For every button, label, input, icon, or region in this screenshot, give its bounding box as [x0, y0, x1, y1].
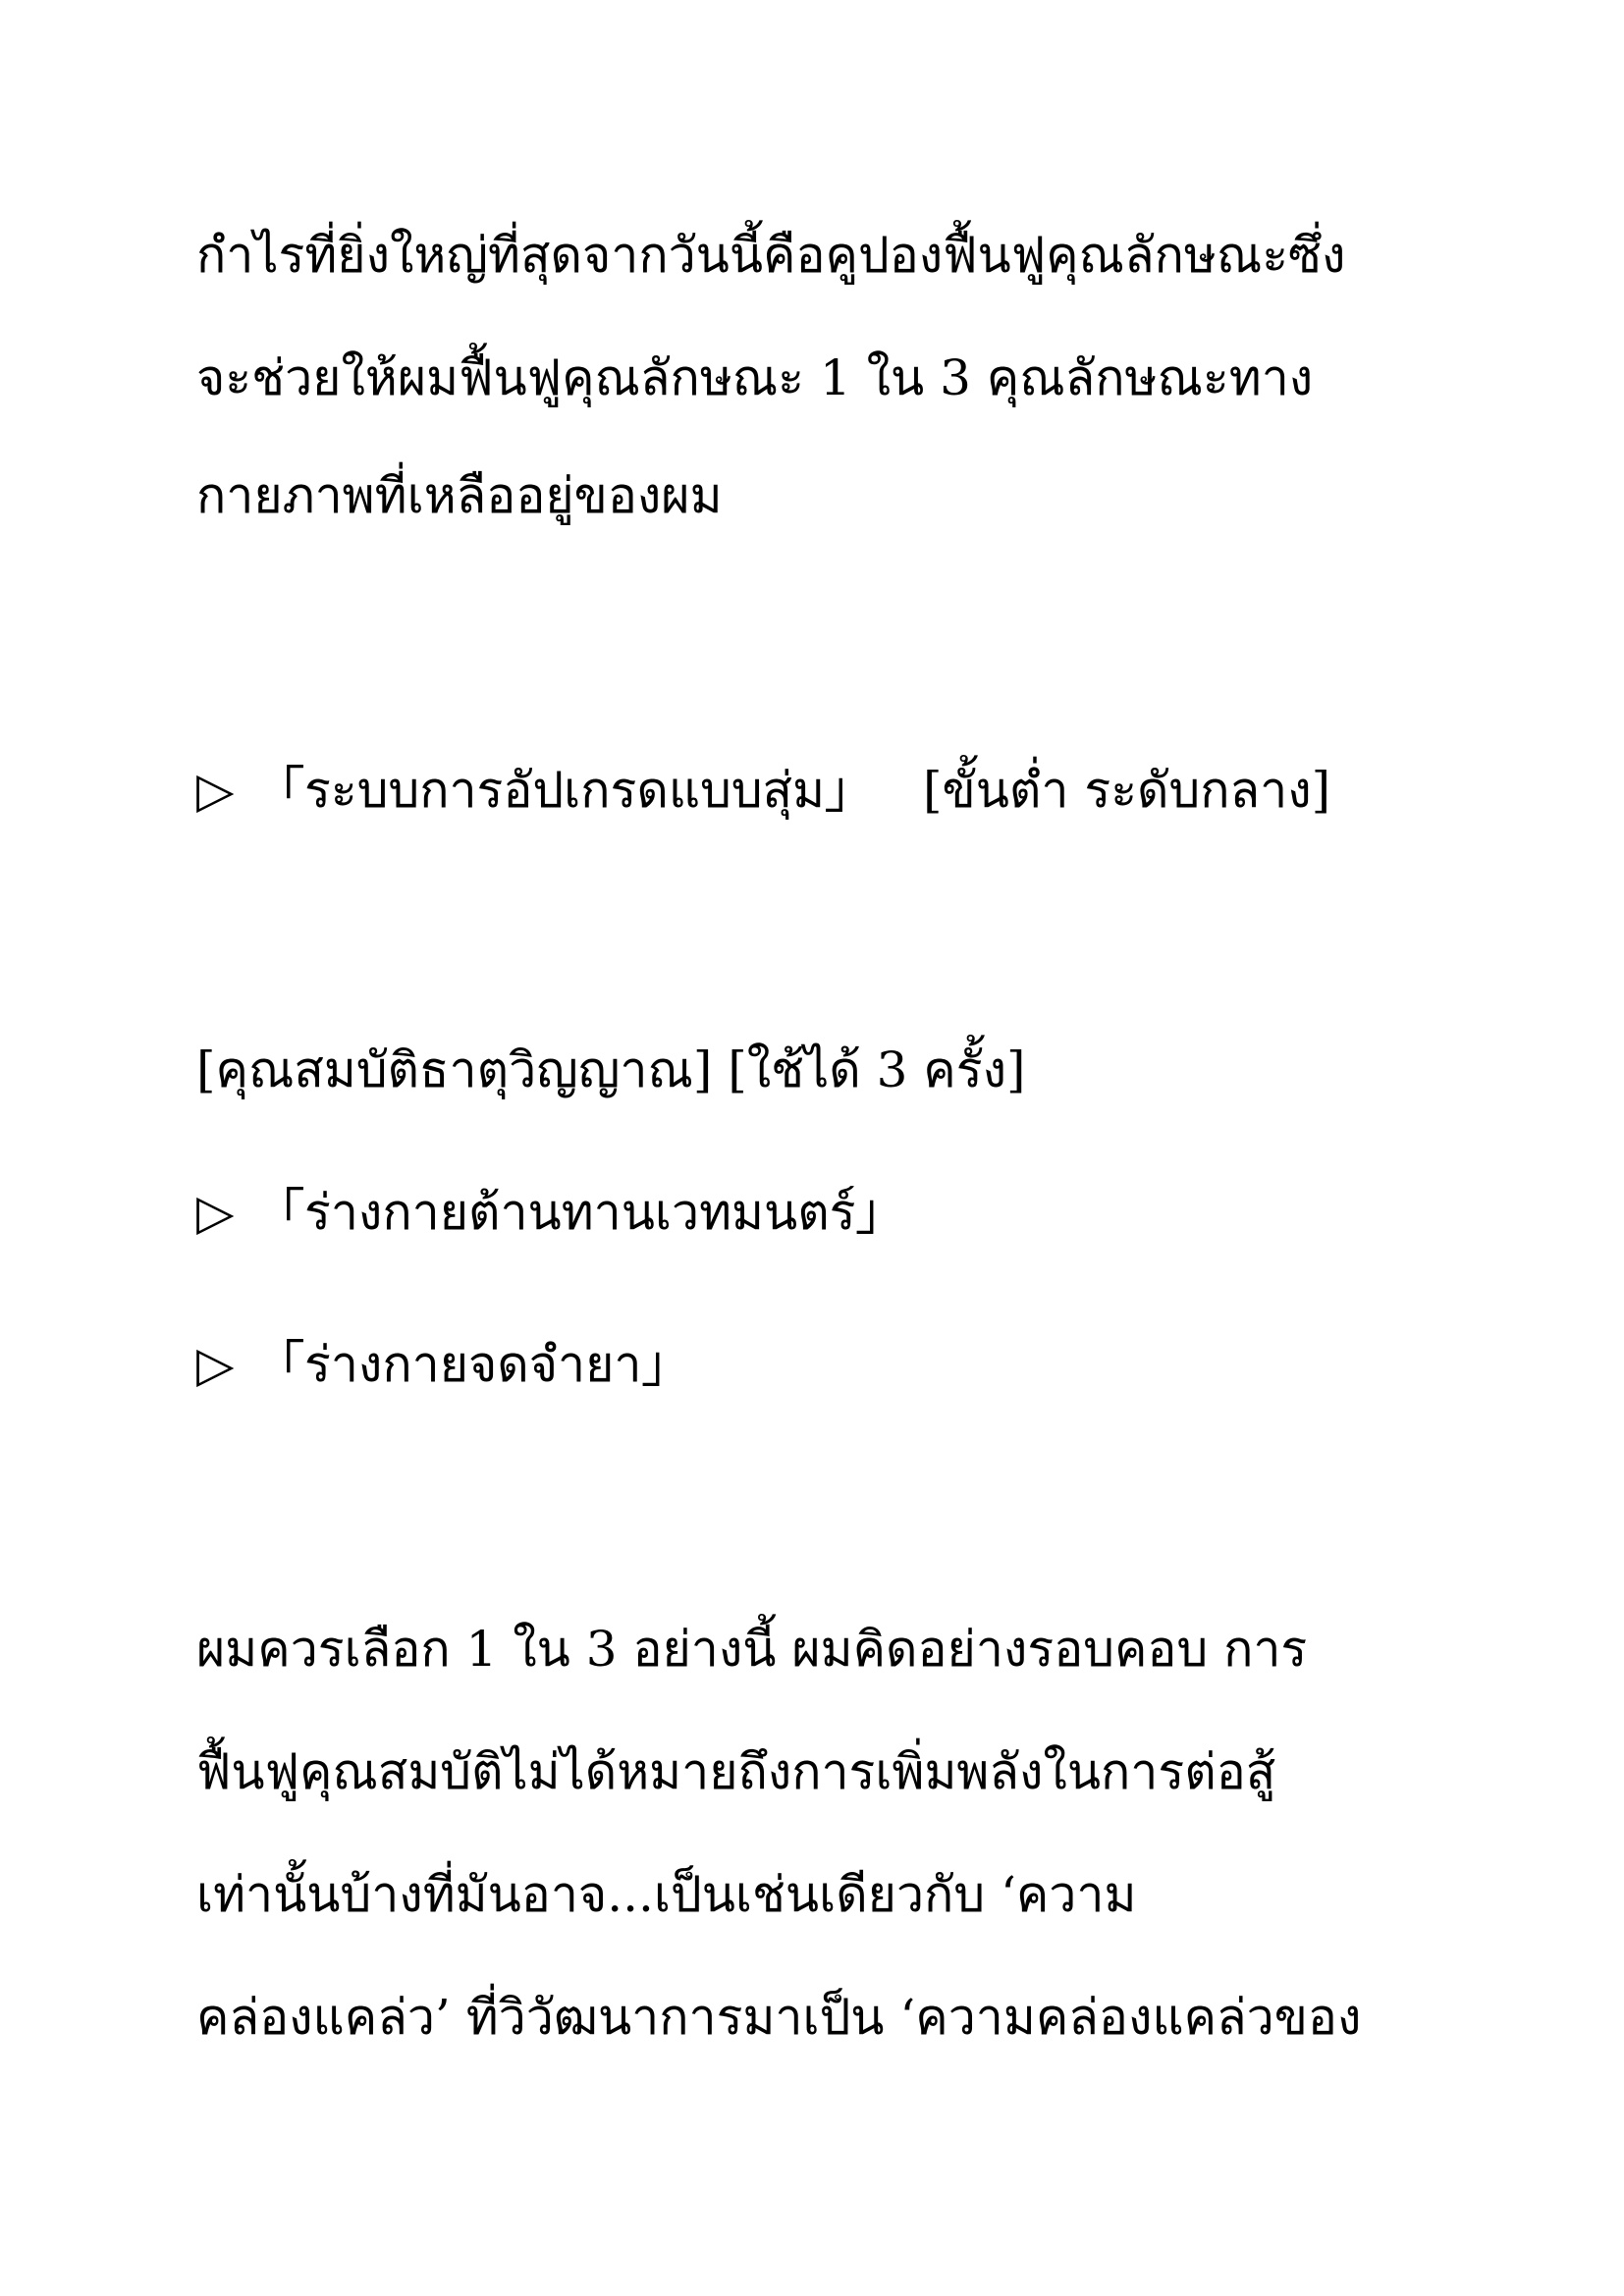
- paragraph2-line-3: เท่านั้นบ้างที่มันอาจ...เป็นเช่นเดียวกับ ‘ความ: [196, 1866, 1137, 1923]
- system-name: ระบบการอัปเกรดแบบสุ่ม: [304, 762, 826, 819]
- system-line: [196, 756, 1330, 825]
- option-name: ร่างกายต้านทานเวทมนตร์: [304, 1184, 856, 1241]
- paragraph1-line-2: จะช่วยให้ผมฟื้นฟูคุณลักษณะ 1 ใน 3 คุณลักษณะทาง: [196, 349, 1314, 406]
- paragraph2-line-1: ผมควรเลือก 1 ใน 3 อย่างนี้ ผมคิดอย่างรอบคอบ การ: [196, 1621, 1308, 1678]
- attribute-header: [คุณสมบัติธาตุวิญญาณ] [ใช้ได้ 3 ครั้ง]: [196, 1041, 1026, 1098]
- option-item: [196, 1178, 905, 1247]
- paragraph2-line-4: คล่องแคล่ว’ ที่วิวัฒนาการมาเป็น ‘ความคล่องแคล่วของ: [196, 1989, 1362, 2046]
- paragraph1-line-3: กายภาพที่เหลืออยู่ของผม: [196, 467, 723, 524]
- paragraph2-line-2: ฟื้นฟูคุณสมบัติไม่ได้หมายถึงการเพิ่มพลังในการต่อสู้: [196, 1743, 1276, 1800]
- triangle-marker-icon: ▷: [196, 1184, 235, 1241]
- triangle-marker-icon: ▷: [196, 1336, 235, 1393]
- close-bracket: 」: [825, 761, 875, 819]
- open-bracket: 「: [255, 1335, 304, 1393]
- paragraph1-line-1: กำไรที่ยิ่งใหญ่ที่สุดจากวันนี้คือคูปองฟื้นฟูคุณลักษณะซึ่ง: [196, 227, 1346, 284]
- option-name: ร่างกายจดจำยา: [304, 1336, 642, 1393]
- open-bracket: 「: [255, 1183, 304, 1241]
- close-bracket: 」: [641, 1335, 691, 1393]
- open-bracket: 「: [255, 761, 304, 819]
- option-item: [196, 1330, 691, 1399]
- system-level: [ขั้นต่ำ ระดับกลาง]: [923, 762, 1331, 819]
- triangle-marker-icon: ▷: [196, 762, 235, 819]
- close-bracket: 」: [855, 1183, 905, 1241]
